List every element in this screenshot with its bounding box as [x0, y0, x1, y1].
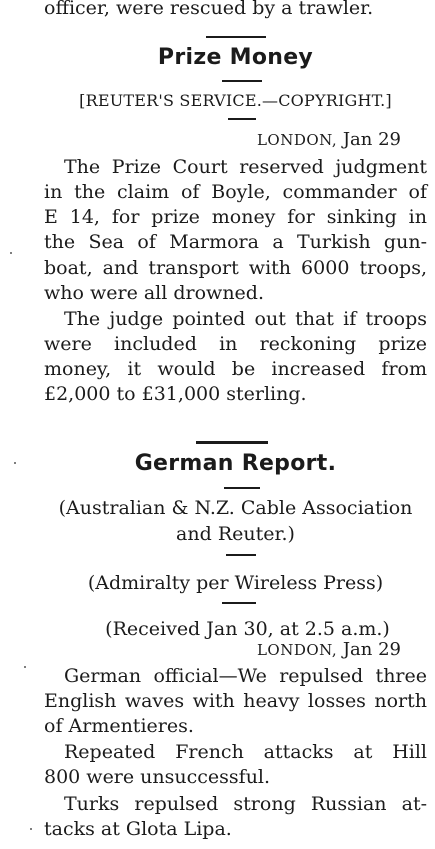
- paragraph-line: were included in reckoning prize: [44, 333, 427, 355]
- paragraph-line: boat, and transport with 6000 troops,: [44, 257, 427, 279]
- separator-rule: [196, 441, 268, 444]
- headline-german-report: German Report.: [134, 451, 337, 476]
- paragraph-line: Turks repulsed strong Russian at-: [64, 793, 427, 815]
- scan-speck: [10, 252, 12, 254]
- paragraph-line: £2,000 to £31,000 sterling.: [44, 383, 307, 405]
- scan-speck: [24, 666, 26, 668]
- paragraph-line: in the claim of Boyle, commander of: [44, 181, 427, 203]
- paragraph-line: E 14, for prize money for sinking in: [44, 206, 427, 228]
- dateline-prize: [257, 129, 401, 151]
- headline-underline-rule: [222, 80, 262, 82]
- scan-speck: [14, 462, 16, 464]
- agency-line: and Reuter.): [176, 523, 295, 545]
- agency-line: (Admiralty per Wireless Press): [87, 572, 384, 594]
- credit-text: [REUTER'S SERVICE.—COPYRIGHT.]: [79, 91, 392, 110]
- paragraph-line: of Armentieres.: [44, 715, 194, 737]
- headline-prize-money: Prize Money: [157, 45, 314, 70]
- previous-article-last-line: officer, were rescued by a trawler.: [44, 0, 374, 19]
- headline-underline-rule: [224, 487, 260, 489]
- dateline-place: LONDON,: [256, 131, 338, 149]
- paragraph-line: English waves with heavy losses north: [44, 690, 427, 712]
- credit-line: [44, 90, 427, 112]
- short-rule: [226, 554, 256, 556]
- dateline-german: [257, 639, 401, 661]
- dateline-date: Jan 29: [342, 639, 401, 660]
- paragraph-line: German official—We repulsed three: [64, 665, 427, 687]
- received-line: (Received Jan 30, at 2.5 a.m.): [105, 618, 390, 640]
- dateline-place: LONDON,: [256, 641, 338, 659]
- dateline-date: Jan 29: [342, 129, 401, 150]
- paragraph-line: The judge pointed out that if troops: [64, 308, 427, 330]
- paragraph-line: who were all drowned.: [44, 282, 265, 304]
- short-rule: [222, 602, 256, 604]
- paragraph-line: 800 were unsuccessful.: [44, 766, 271, 788]
- paragraph-line: money, it would be increased from: [44, 358, 427, 380]
- short-rule: [228, 118, 256, 120]
- paragraph-line: The Prize Court reserved judgment: [64, 156, 427, 178]
- agency-line: (Australian & N.Z. Cable Association: [58, 497, 413, 519]
- paragraph-line: Repeated French attacks at Hill: [64, 741, 427, 763]
- paragraph-line: the Sea of Marmora a Turkish gun-: [44, 231, 427, 253]
- paragraph-line: tacks at Glota Lipa.: [44, 818, 232, 840]
- scan-speck: [30, 828, 32, 830]
- separator-rule: [206, 36, 266, 38]
